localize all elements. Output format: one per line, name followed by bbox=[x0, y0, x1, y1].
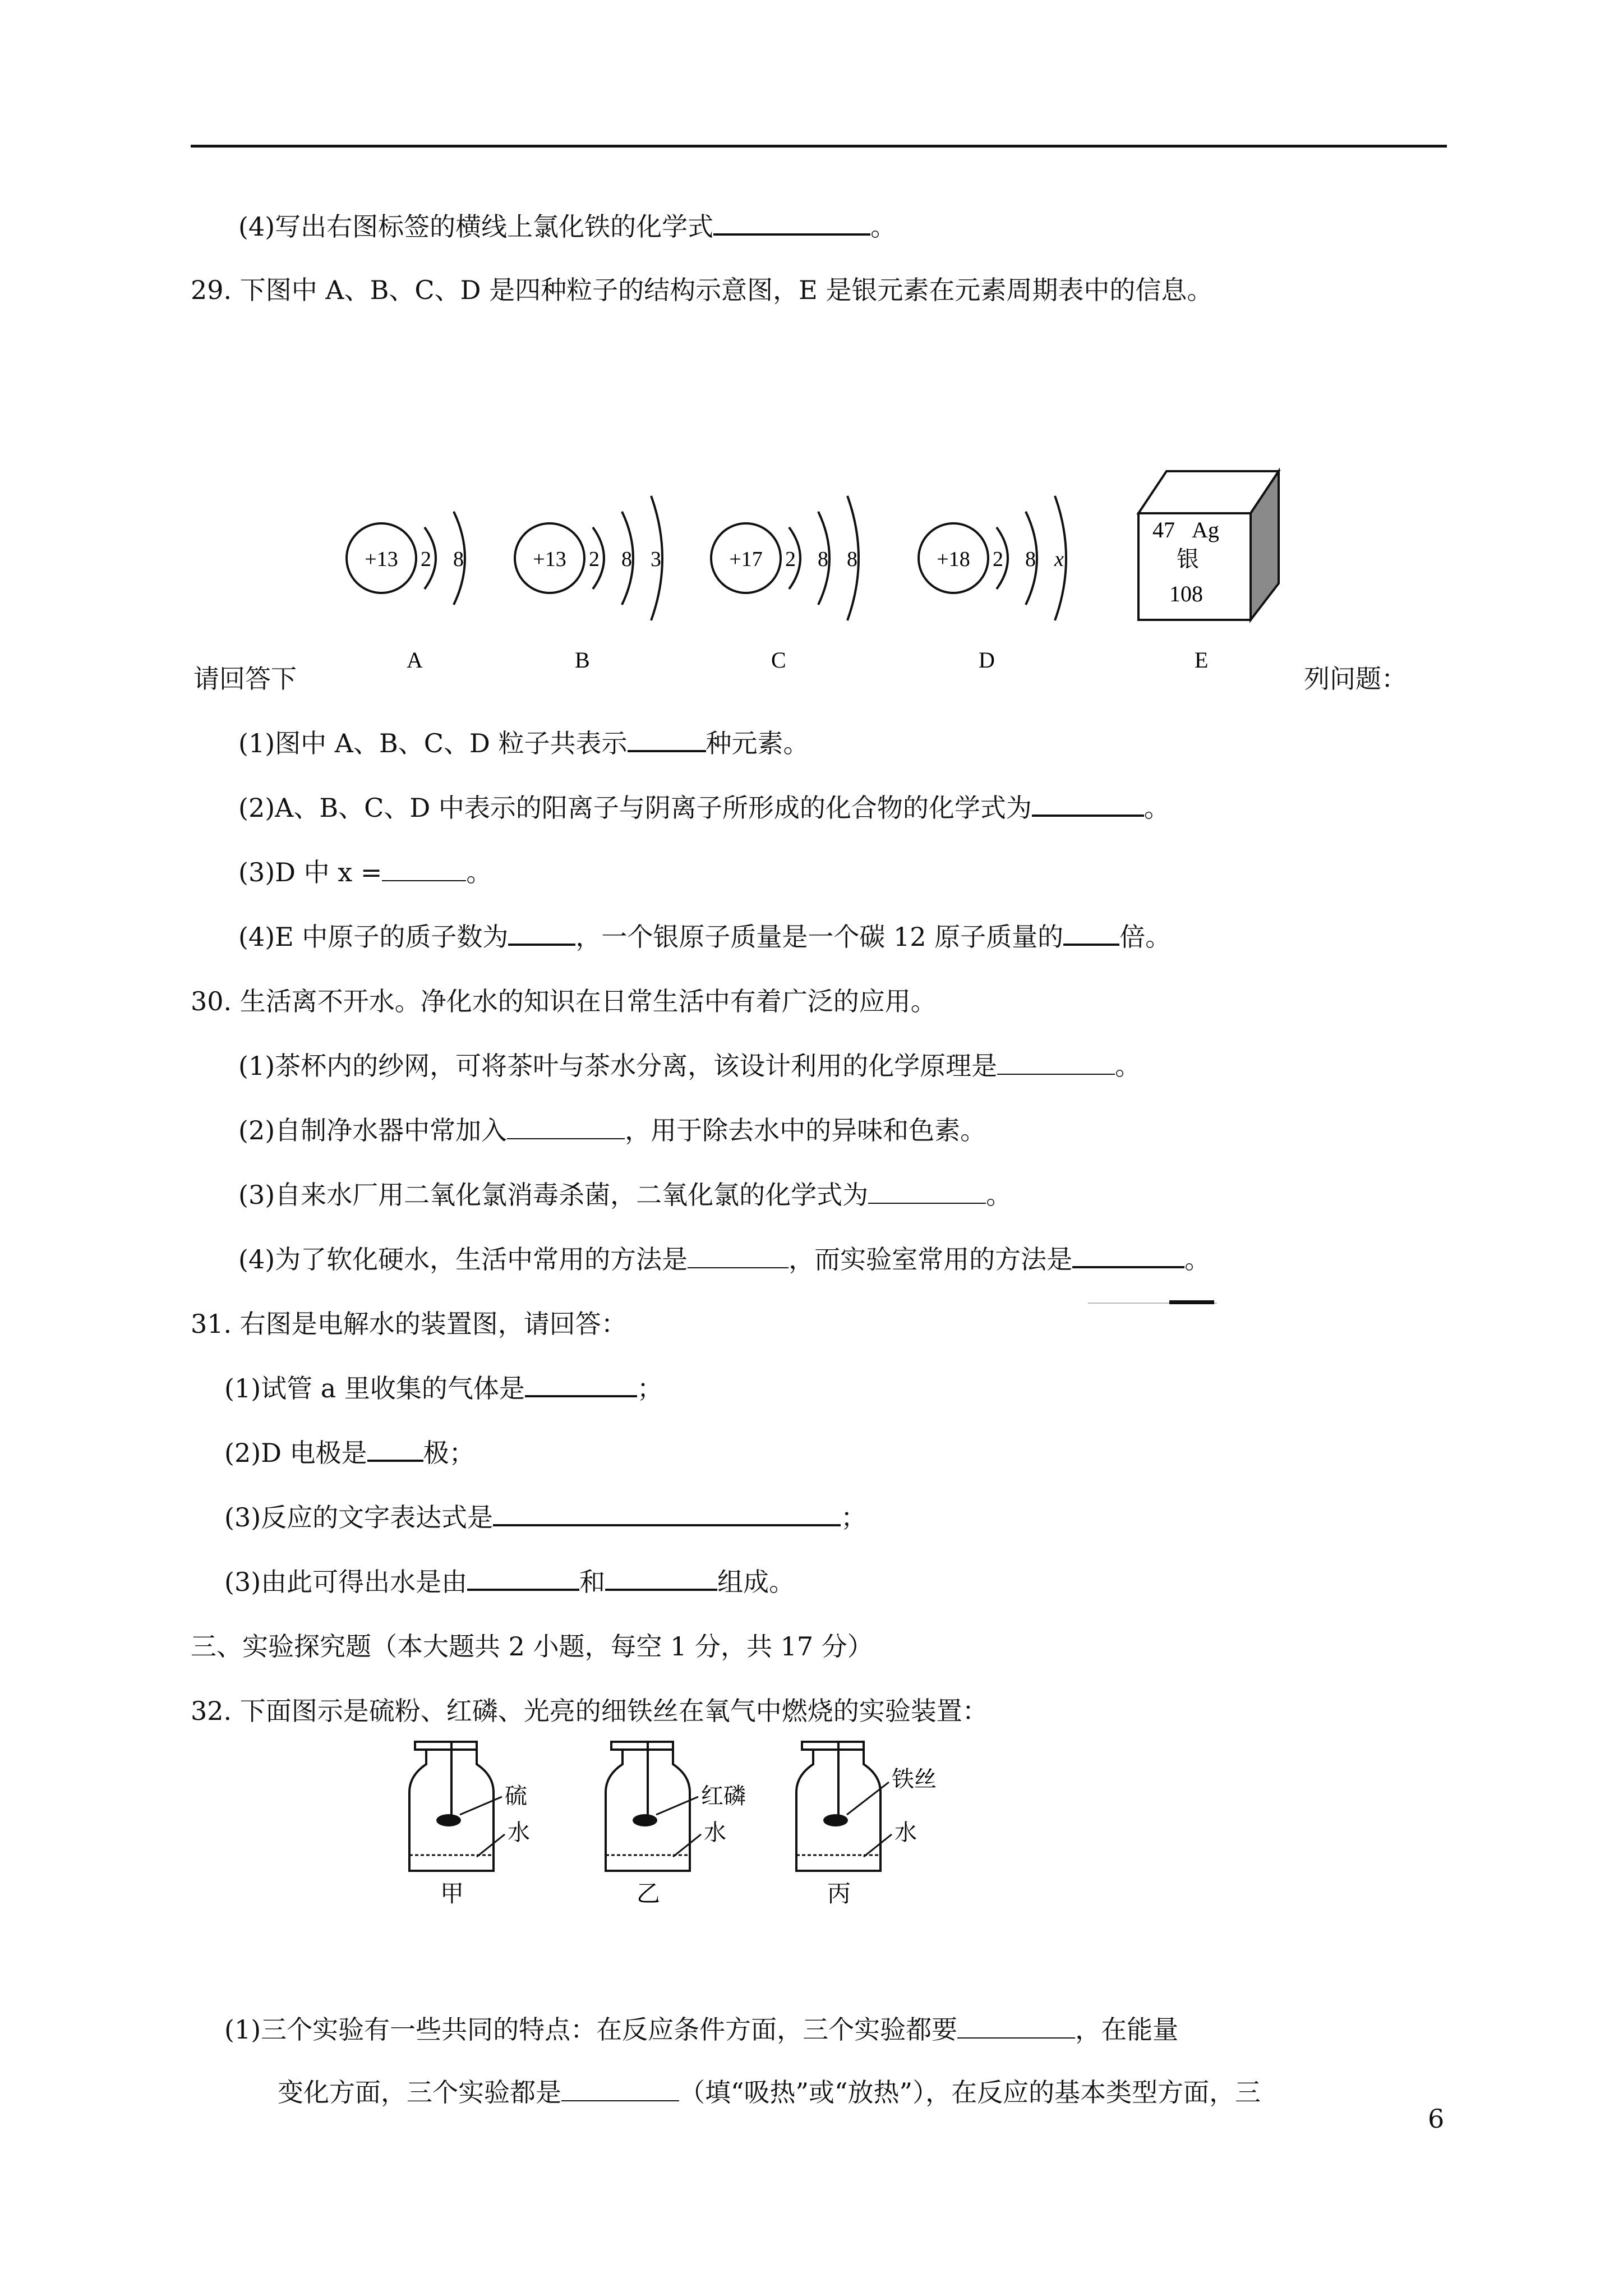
atom-diagram-D bbox=[919, 496, 1066, 673]
q31-item2-text: (2)D 电极是 bbox=[224, 1438, 367, 1468]
q32-stem: 32. 下面图示是硫粉、红磷、光亮的细铁丝在氧气中燃烧的实验装置： bbox=[191, 1696, 988, 1726]
q32-item1-end: （填“吸热”或“放热”），在反应的基本类型方面，三 bbox=[679, 2077, 1261, 2108]
q31-item4-middle: 和 bbox=[579, 1567, 606, 1597]
q30-item1-blank[interactable] bbox=[997, 1050, 1115, 1075]
substance-label-3: 铁丝 bbox=[892, 1766, 937, 1792]
q30-item3-blank[interactable] bbox=[868, 1179, 986, 1204]
header-rule bbox=[191, 145, 1447, 148]
q29-stem: 29. 下图中 A、B、C、D 是四种粒子的结构示意图，E 是银元素在元素周期表中的信息。 bbox=[191, 275, 1213, 305]
q29-item1-text: (1)图中 A、B、C、D 粒子共表示 bbox=[238, 728, 628, 758]
q29-item4-middle: ，一个银原子质量是一个碳 12 原子质量的 bbox=[575, 922, 1064, 952]
q32-item1-blank1[interactable] bbox=[957, 2014, 1075, 2039]
figure-label-D: D bbox=[979, 647, 995, 673]
q32-item1-line1 bbox=[224, 2013, 1178, 2046]
q29-item3-text: (3)D 中 x = bbox=[238, 857, 382, 887]
q30-item2-blank[interactable] bbox=[507, 1115, 625, 1139]
q31-item1 bbox=[224, 1372, 663, 1405]
q29-item2-text: (2)A、B、C、D 中表示的阳离子与阴离子所形成的化合物的化学式为 bbox=[238, 793, 1032, 823]
q29-item4-text: (4)E 中原子的质子数为 bbox=[238, 922, 509, 952]
q30-item3 bbox=[238, 1178, 1012, 1212]
water-label-3: 水 bbox=[895, 1820, 917, 1845]
shell-electron-count: 8 bbox=[847, 547, 857, 571]
glass-lid bbox=[802, 1742, 864, 1750]
q30-stem: 30. 生活离不开水。净化水的知识在日常生活中有着广泛的应用。 bbox=[191, 986, 937, 1016]
element-box-E bbox=[1138, 471, 1279, 673]
figure-label-A: A bbox=[407, 647, 423, 673]
q29-item1 bbox=[238, 726, 809, 760]
q31-item2-blank[interactable] bbox=[367, 1436, 423, 1462]
jar-label-3: 丙 bbox=[827, 1881, 851, 1907]
combustion-spoon-1 bbox=[436, 1814, 461, 1826]
q30-item4-end: 。 bbox=[1184, 1244, 1211, 1274]
element-mass: 108 bbox=[1169, 581, 1203, 606]
q29-item2-end: 。 bbox=[1144, 793, 1170, 823]
q32-item1-middle: ，在能量 bbox=[1075, 2014, 1179, 2045]
q29-item3-end: 。 bbox=[466, 857, 492, 887]
q31-item1-blank[interactable] bbox=[525, 1372, 637, 1397]
combustion-jar-1 bbox=[409, 1742, 530, 1907]
q31-stem: 31. 右图是电解水的装置图，请回答： bbox=[191, 1309, 627, 1339]
water-label-1: 水 bbox=[508, 1820, 530, 1845]
shell-electron-count: 2 bbox=[785, 547, 796, 571]
q29-item1-end: 种元素。 bbox=[706, 728, 809, 758]
jar-label-2: 乙 bbox=[637, 1881, 661, 1907]
substance-label-1: 硫 bbox=[505, 1783, 527, 1809]
page-number: 6 bbox=[1428, 2104, 1445, 2134]
figure-label-E: E bbox=[1195, 647, 1209, 673]
q29-item1-blank[interactable] bbox=[628, 726, 706, 752]
substance-leader-line bbox=[460, 1797, 502, 1815]
shell-electron-count: 3 bbox=[651, 547, 661, 571]
nucleus-charge: +17 bbox=[729, 547, 763, 571]
q30-item2-end: ，用于除去水中的异味和色素。 bbox=[625, 1115, 986, 1145]
q29-item4-blank1[interactable] bbox=[508, 920, 575, 946]
q28-item4 bbox=[238, 210, 896, 243]
water-label-2: 水 bbox=[704, 1820, 726, 1845]
q28-item4-text: (4)写出右图标签的横线上氯化铁的化学式 bbox=[238, 211, 714, 242]
q29-item2-blank[interactable] bbox=[1032, 791, 1144, 817]
figure-label-B: B bbox=[575, 647, 590, 673]
q31-item3-end: ； bbox=[841, 1502, 867, 1533]
water-leader-line bbox=[864, 1834, 892, 1857]
q31-item2 bbox=[224, 1436, 475, 1470]
q30-item2 bbox=[238, 1114, 986, 1147]
q30-item1 bbox=[238, 1049, 1141, 1083]
shell-electron-count: 2 bbox=[993, 547, 1003, 571]
shell-electron-count: x bbox=[1054, 547, 1064, 571]
q30-item4-blank1[interactable] bbox=[688, 1244, 789, 1268]
q32-item1-text: (1)三个实验有一些共同的特点：在反应条件方面，三个实验都要 bbox=[224, 2014, 958, 2045]
q28-item4-blank[interactable] bbox=[713, 210, 870, 236]
jar-label-1: 甲 bbox=[440, 1881, 464, 1907]
section3-heading: 三、实验探究题（本大题共 2 小题，每空 1 分，共 17 分） bbox=[191, 1631, 873, 1662]
q28-item4-end: 。 bbox=[870, 211, 897, 242]
q29-item2 bbox=[238, 791, 1170, 825]
substance-leader-line bbox=[656, 1797, 698, 1815]
nucleus-charge: +13 bbox=[533, 547, 566, 571]
q29-item4 bbox=[238, 920, 1171, 954]
figure-label-C: C bbox=[771, 647, 786, 673]
q32-item1-line2 bbox=[278, 2076, 1261, 2109]
q29-item4-end: 倍。 bbox=[1119, 922, 1172, 952]
q30-item4-text: (4)为了软化硬水，生活中常用的方法是 bbox=[238, 1244, 688, 1274]
q29-item3 bbox=[238, 855, 492, 889]
element-name: 银 bbox=[1177, 546, 1199, 572]
q29-item3-blank[interactable] bbox=[382, 857, 466, 881]
q31-item4-end: 组成。 bbox=[717, 1567, 795, 1597]
q31-item2-end: 极； bbox=[423, 1438, 475, 1468]
nucleus-charge: +13 bbox=[365, 547, 398, 571]
q31-item4-blank2[interactable] bbox=[605, 1565, 717, 1591]
shell-electron-count: 8 bbox=[1025, 547, 1036, 571]
q31-item1-end: ； bbox=[637, 1373, 663, 1404]
water-leader-line bbox=[673, 1834, 701, 1857]
combustion-jar-2 bbox=[606, 1742, 746, 1907]
q30-item2-text: (2)自制净水器中常加入 bbox=[238, 1115, 508, 1145]
glass-lid bbox=[415, 1742, 477, 1750]
combustion-jar-3 bbox=[796, 1742, 937, 1907]
q29-lead-left: 请回答下 bbox=[193, 664, 297, 694]
q31-item3-blank[interactable] bbox=[493, 1501, 841, 1526]
element-symbol: Ag bbox=[1192, 517, 1219, 542]
q30-item3-end: 。 bbox=[986, 1180, 1012, 1210]
atom-diagram-C bbox=[711, 496, 859, 673]
shell-electron-count: 2 bbox=[421, 547, 431, 571]
q32-combustion-figure bbox=[393, 1731, 1066, 1910]
q31-item4-text: (3)由此可得出水是由 bbox=[224, 1567, 468, 1597]
atom-diagram-B bbox=[515, 496, 662, 673]
shell-electron-count: 8 bbox=[621, 547, 632, 571]
q31-item3-text: (3)反应的文字表达式是 bbox=[224, 1502, 494, 1533]
atom-diagrams bbox=[347, 496, 1066, 673]
jar-diagrams bbox=[409, 1742, 937, 1907]
substance-label-2: 红磷 bbox=[701, 1783, 746, 1809]
shell-electron-count: 8 bbox=[818, 547, 828, 571]
q30-item1-end: 。 bbox=[1115, 1051, 1141, 1081]
q29-atom-structure-figure bbox=[314, 454, 1335, 684]
q30-item1-text: (1)茶杯内的纱网，可将茶叶与茶水分离，该设计利用的化学原理是 bbox=[238, 1051, 998, 1081]
q31-item3 bbox=[224, 1501, 866, 1534]
q32-item1-blank2[interactable] bbox=[561, 2077, 679, 2101]
q29-item4-blank2[interactable] bbox=[1063, 920, 1119, 946]
q30-item4-middle: ，而实验室常用的方法是 bbox=[789, 1244, 1073, 1274]
q31-item4-blank1[interactable] bbox=[467, 1565, 579, 1591]
combustion-spoon-3 bbox=[823, 1814, 848, 1826]
q30-item4 bbox=[238, 1243, 1210, 1276]
combustion-spoon-2 bbox=[633, 1814, 657, 1826]
substance-leader-line bbox=[847, 1782, 889, 1815]
nucleus-charge: +18 bbox=[937, 547, 970, 571]
element-atomic-number: 47 bbox=[1152, 517, 1175, 542]
q29-lead-right: 列问题： bbox=[1304, 664, 1407, 694]
q30-item4-blank2[interactable] bbox=[1072, 1243, 1184, 1268]
atom-diagram-A bbox=[347, 512, 465, 673]
water-leader-line bbox=[477, 1834, 505, 1857]
shell-electron-count: 2 bbox=[589, 547, 600, 571]
image-remnant-bar bbox=[1169, 1300, 1214, 1304]
q30-item3-text: (3)自来水厂用二氧化氯消毒杀菌，二氧化氯的化学式为 bbox=[238, 1180, 869, 1210]
glass-lid bbox=[611, 1742, 673, 1750]
q31-item4 bbox=[224, 1565, 795, 1599]
q32-item1-cont: 变化方面，三个实验都是 bbox=[278, 2077, 561, 2108]
shell-electron-count: 8 bbox=[453, 547, 464, 571]
q31-item1-text: (1)试管 a 里收集的气体是 bbox=[224, 1373, 525, 1404]
